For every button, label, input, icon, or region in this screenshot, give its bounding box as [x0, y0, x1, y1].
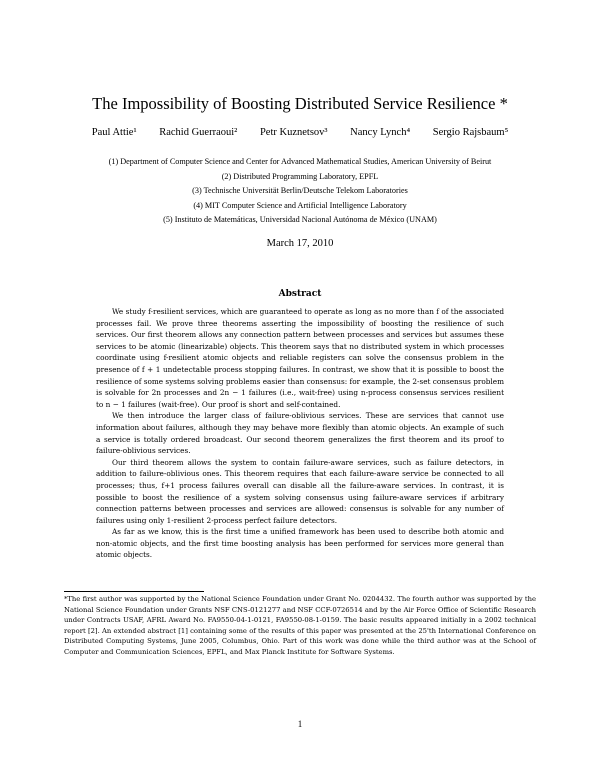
- abstract-paragraph: As far as we know, this is the first time a unified framework has been used to describe both atomic and non-atomic objects, and the first time boosting analysis has been performed for services more general than atomic objects.: [96, 527, 504, 560]
- affiliation: (4) MIT Computer Science and Artificial Intelligence Laboratory: [193, 200, 407, 210]
- author-name: Nancy Lynch⁴: [350, 127, 411, 138]
- affiliation: (5) Instituto de Matemáticas, Universidad Nacional Autónoma de México (UNAM): [163, 215, 437, 225]
- author-name: Petr Kuznetsov³: [259, 127, 328, 138]
- affiliation: (2) Distributed Programming Laboratory, EPFL: [221, 171, 379, 181]
- abstract-body: [96, 306, 504, 561]
- abstract-paragraph: We study f-resilient services, which are guaranteed to operate as long as no more than f of the associated processes fail. We prove three theorems asserting the impossibility of boosting the resilience of such services. Our first theorem allows any connection pattern between processes and services but assumes these services to be atomic (linearizable) objects. This theorem says that no distributed system in which processes coordinate using f-resilient atomic objects and reliable registers can solve the consensus problem in the presence of f + 1 undetectable process stopping failures. In contrast, we show that it is possible to boost the resilience of some systems solving problems easier than consensus: for example, the 2-set consensus problem is solvable for 2n processes and 2n − 1 failures (i.e., wait-free) using n-process consensus services resilient to n − 1 failures (wait-free). Our proof is short and self-contained.: [96, 307, 505, 409]
- abstract-paragraph: Our third theorem allows the system to contain failure-aware services, such as failure detectors, in addition to failure-oblivious ones. This theorem requires that each failure-aware service be connected to all processes; thus, f+1 process failures overall can disable all the failure-aware services. In contrast, it is possible to boost the resilience of a system solving consensus using failure-aware services if arbitrary connection patterns between processes and services are allowed: consensus is solvable for any number of failures using only 1-resilient 2-process perfect failure detectors.: [96, 457, 504, 525]
- abstract-paragraph: We then introduce the larger class of failure-oblivious services. These are services that cannot use information about failures, although they may behave more flexibly than atomic objects. An example of such a service is totally ordered broadcast. Our second theorem generalizes the first theorem and its proof to failure-oblivious services.: [96, 411, 504, 456]
- abstract-heading: Abstract: [278, 289, 322, 299]
- footnote-divider: [64, 591, 204, 592]
- affiliation-list: [0, 155, 600, 228]
- paper-date: March 17, 2010: [266, 238, 334, 249]
- footnote: *The first author was supported by the National Science Foundation under Grant No. 0204432. The fourth author was supported by the National Science Foundation under Grants NSF CNS-0121277 and NSF CCF-0726514 and by the Air Force Office of Scientific Research under Contracts USAF, AFRL Award No. FA9550-04-1-0121, FA9550-08-1-0159. The basic results appeared initially in a 2002 technical report [2]. An extended abstract [1] containing some of the results of this paper was presented at the 25'th International Conference on Distributed Computing Systems, June 2005, Columbus, Ohio. Part of this work was done while the third author was at the School of Computer and Communication Sciences, EPFL, and Max Planck Institute for Software Systems.: [64, 595, 536, 656]
- affiliation: (1) Department of Computer Science and Center for Advanced Mathematical Studies, American University of Beirut: [108, 157, 492, 166]
- page-number: 1: [297, 719, 303, 729]
- author-list: [0, 127, 600, 138]
- paper-title: The Impossibility of Boosting Distributed Service Resilience *: [92, 94, 508, 113]
- author-name: Sergio Rajsbaum⁵: [432, 127, 509, 138]
- author-name: Rachid Guerraoui²: [159, 127, 238, 138]
- affiliation: (3) Technische Universität Berlin/Deutsche Telekom Laboratories: [192, 186, 408, 196]
- author-name: Paul Attie¹: [91, 127, 137, 138]
